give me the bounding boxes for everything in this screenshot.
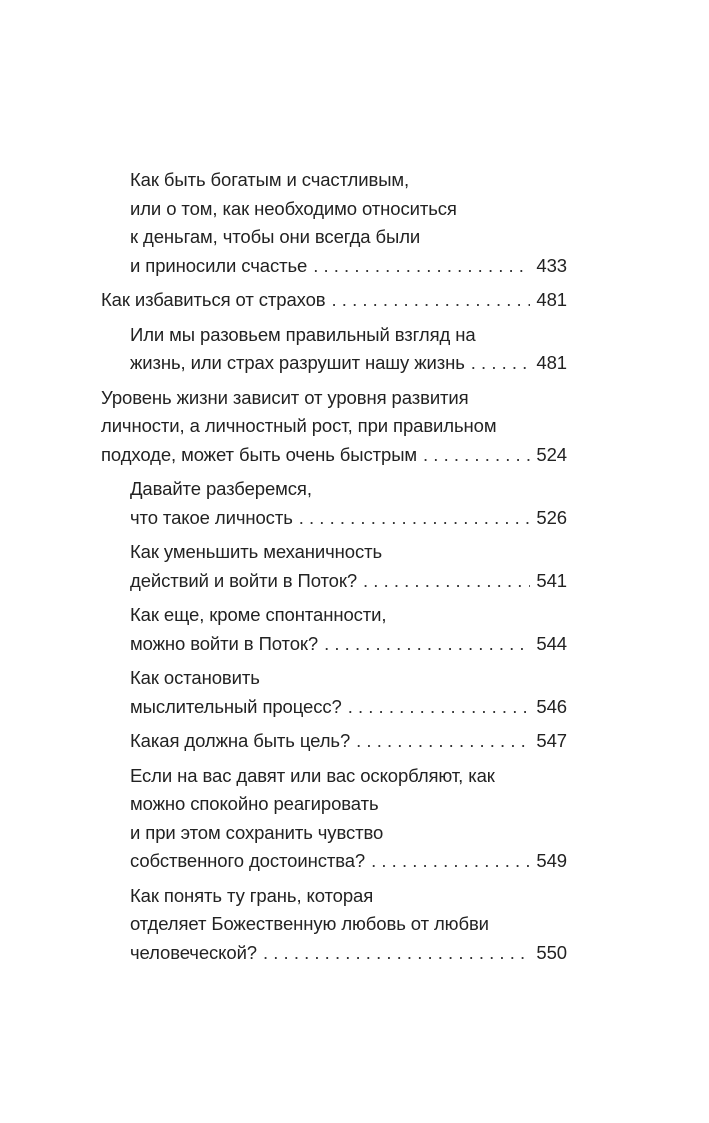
toc-entry-line: Какая должна быть цель? (130, 730, 351, 751)
toc-entry-line: Как уменьшить механичность (130, 541, 383, 562)
toc-entry[interactable] (101, 384, 567, 470)
dot-leader (332, 286, 531, 315)
toc-entry-line: мыслительный процесс? (130, 695, 342, 717)
toc-entry[interactable] (101, 762, 567, 876)
page-number: 526 (536, 506, 567, 528)
toc-entry-last-line (130, 504, 567, 533)
dot-leader (423, 441, 530, 470)
toc-entry-line: и приносили счастье (130, 254, 308, 276)
toc-entry[interactable] (101, 727, 567, 756)
toc-entry-last-line (130, 727, 567, 756)
toc-entry[interactable] (101, 475, 567, 532)
toc-entry[interactable] (101, 664, 567, 721)
toc-entry-line: Как избавиться от страхов (101, 289, 326, 310)
table-of-contents (101, 166, 567, 967)
toc-entry[interactable] (101, 882, 567, 968)
toc-entry-last-line (130, 847, 567, 876)
toc-entry-line: Давайте разберемся, (130, 478, 312, 499)
toc-entry-line: подходе, может быть очень быстрым (101, 443, 418, 465)
page-number: 550 (536, 941, 567, 963)
page-number: 544 (536, 632, 567, 654)
toc-entry-last-line (130, 252, 567, 281)
toc-entry-line: что такое личность (130, 506, 293, 528)
toc-entry[interactable] (101, 321, 567, 378)
toc-entry-line: Уровень жизни зависит от уровня развития (101, 386, 469, 408)
toc-entry-line: действий и войти в Поток? (130, 569, 358, 591)
toc-entry-line: Как понять ту грань, которая (130, 884, 374, 906)
toc-entry[interactable] (101, 601, 567, 658)
page-number: 481 (536, 289, 567, 310)
dot-leader (356, 727, 530, 756)
toc-entry-line: можно войти в Поток? (130, 632, 319, 654)
toc-entry-line: человеческой? (130, 941, 257, 963)
toc-entry-line: собственного достоинства? (130, 850, 366, 871)
toc-entry-line: Как остановить (130, 667, 260, 688)
page-number: 546 (536, 695, 567, 717)
toc-entry-line: личности, а личностный рост, при правильном (101, 415, 497, 436)
dot-leader (348, 693, 531, 722)
toc-entry-line: Как быть богатым и счастливым, (130, 169, 410, 190)
toc-entry[interactable] (101, 166, 567, 280)
page-number: 524 (536, 443, 567, 465)
toc-entry[interactable] (101, 286, 567, 315)
toc-entry[interactable] (101, 538, 567, 595)
toc-entry-last-line (130, 630, 567, 659)
dot-leader (471, 349, 531, 378)
dot-leader (263, 939, 530, 968)
toc-entry-last-line (101, 286, 567, 315)
dot-leader (313, 252, 530, 281)
toc-entry-line: жизнь, или страх разрушит нашу жизнь (130, 352, 465, 373)
dot-leader (324, 630, 530, 659)
page-number: 433 (536, 254, 567, 276)
page-number: 547 (536, 730, 567, 751)
toc-entry-line: к деньгам, чтобы они всегда были (130, 226, 421, 247)
page-number: 549 (536, 850, 567, 871)
toc-entry-last-line (130, 349, 567, 378)
toc-entry-line: Как еще, кроме спонтанности, (130, 604, 387, 625)
page-number: 541 (536, 569, 567, 591)
toc-entry-last-line (130, 939, 567, 968)
toc-entry-last-line (130, 693, 567, 722)
dot-leader (299, 504, 531, 533)
toc-entry-line: Если на вас давят или вас оскорбляют, как (130, 764, 495, 786)
toc-entry-line: или о том, как необходимо относиться (130, 197, 457, 219)
toc-entry-line: и при этом сохранить чувство (130, 821, 384, 843)
page-number: 481 (536, 352, 567, 373)
toc-entry-last-line (130, 567, 567, 596)
toc-entry-last-line (101, 441, 567, 470)
toc-entry-line: Или мы разовьем правильный взгляд на (130, 323, 476, 345)
toc-entry-line: можно спокойно реагировать (130, 793, 379, 814)
dot-leader (371, 847, 530, 876)
toc-entry-line: отделяет Божественную любовь от любви (130, 913, 489, 934)
dot-leader (363, 567, 530, 596)
